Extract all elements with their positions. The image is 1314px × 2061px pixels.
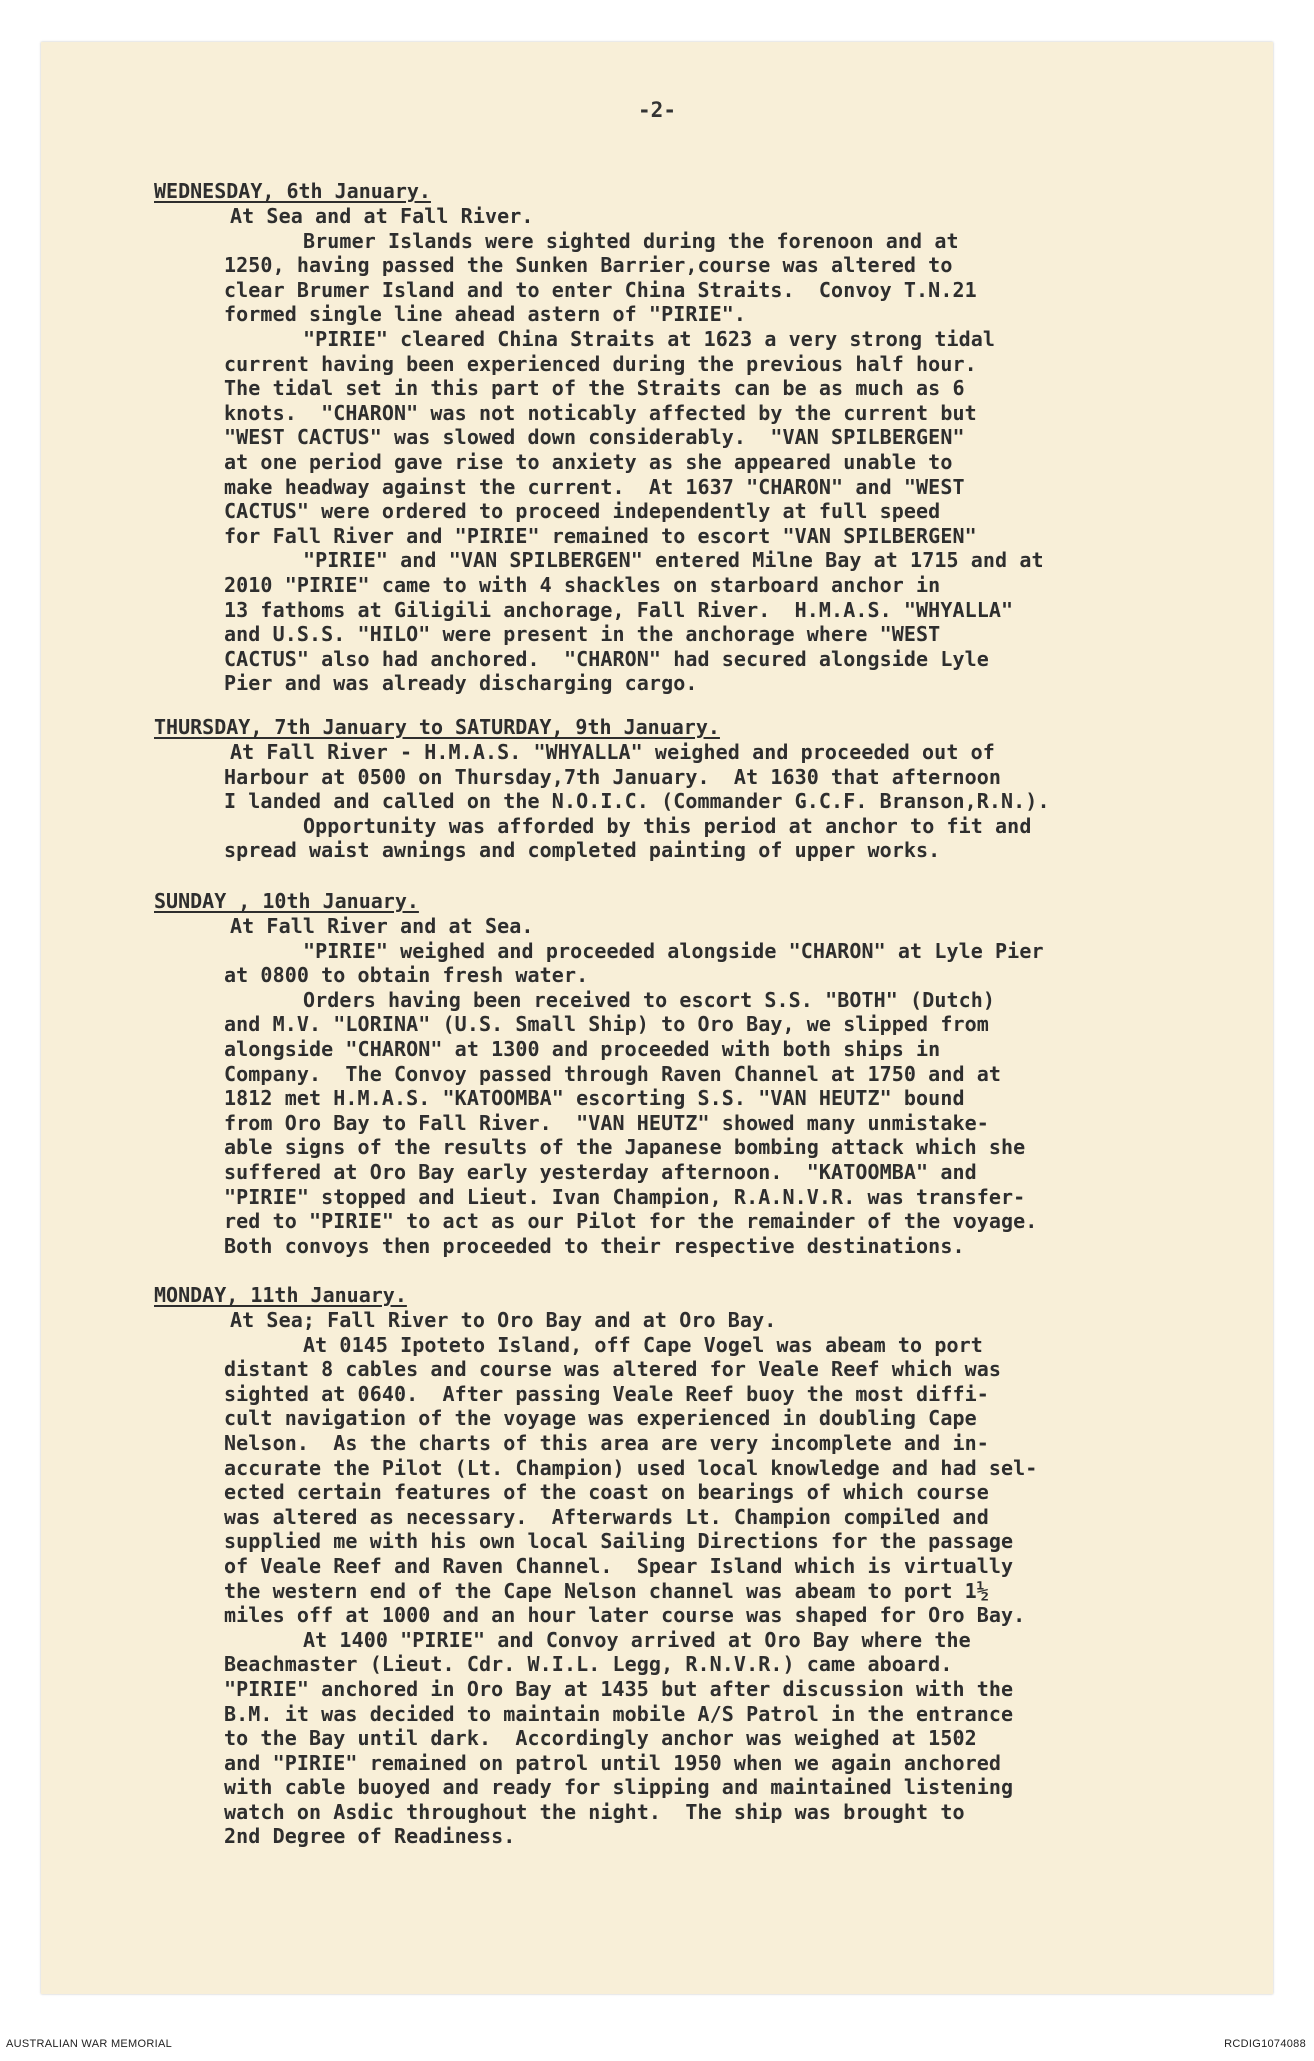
entry-text-line: current having been experienced during the previous half hour. bbox=[224, 351, 977, 376]
footer-record-id: RCDIG1074088 bbox=[1224, 2038, 1306, 2050]
entry-text-line: "PIRIE" stopped and Lieut. Ivan Champion, R.A.N.V.R. was transfer- bbox=[224, 1184, 1026, 1209]
entry-text-line: 1250, having passed the Sunken Barrier,course was altered to bbox=[224, 253, 953, 278]
entry-text-line: watch on Asdic throughout the night. The ship was brought to bbox=[224, 1799, 965, 1824]
entry-text-line: B.M. it was decided to maintain mobile A/S Patrol in the entrance bbox=[224, 1701, 1014, 1726]
entry-text-line: miles off at 1000 and an hour later course was shaped for Oro Bay. bbox=[224, 1603, 1026, 1628]
footer-archive-name: AUSTRALIAN WAR MEMORIAL bbox=[6, 2038, 173, 2050]
entry-text-line: At 0145 Ipoteto Island, off Cape Vogel was abeam to port bbox=[303, 1332, 983, 1357]
entry-text-line: from Oro Bay to Fall River. "VAN HEUTZ" showed many unmistake- bbox=[224, 1110, 989, 1135]
entry-text-line: Harbour at 0500 on Thursday,7th January. At 1630 that afternoon bbox=[224, 764, 1002, 789]
entry-text-line: distant 8 cables and course was altered for Veale Reef which was bbox=[224, 1357, 1002, 1382]
entry-text-line: formed single line ahead astern of "PIRIE". bbox=[224, 302, 747, 327]
log-entry-sunday bbox=[150, 888, 1260, 1258]
entry-location-line: At Sea; Fall River to Oro Bay and at Oro Bay. bbox=[230, 1308, 777, 1332]
entry-text-line: sighted at 0640. After passing Veale Reef buoy the most diffi- bbox=[224, 1381, 989, 1406]
entry-text-line: Brumer Islands were sighted during the forenoon and at bbox=[303, 228, 959, 253]
entry-text-line: Company. The Convoy passed through Raven Channel at 1750 and at bbox=[224, 1061, 1002, 1086]
entry-text-line: the western end of the Cape Nelson channel was abeam to port 1½ bbox=[224, 1578, 989, 1603]
page-number: -2- bbox=[638, 98, 676, 122]
entry-text-line: Both convoys then proceeded to their respective destinations. bbox=[224, 1233, 965, 1258]
entry-text-line: at 0800 to obtain fresh water. bbox=[224, 963, 589, 988]
entry-text-line: I landed and called on the N.O.I.C. (Commander G.C.F. Branson,R.N.). bbox=[224, 789, 1050, 814]
entry-text-line: Pier and was already discharging cargo. bbox=[224, 671, 698, 696]
entry-text-line: of Veale Reef and Raven Channel. Spear Island which is virtually bbox=[224, 1553, 1014, 1578]
entry-text-line: and U.S.S. "HILO" were present in the anchorage where "WEST bbox=[224, 622, 941, 647]
entry-text-line: alongside "CHARON" at 1300 and proceeded with both ships in bbox=[224, 1036, 941, 1061]
entry-text-line: and M.V. "LORINA" (U.S. Small Ship) to Oro Bay, we slipped from bbox=[224, 1012, 989, 1037]
entry-text-line: "PIRIE" and "VAN SPILBERGEN" entered Milne Bay at 1715 and at bbox=[303, 548, 1044, 573]
entry-heading: THURSDAY, 7th January to SATURDAY, 9th January. bbox=[154, 715, 720, 739]
entry-text-line: to the Bay until dark. Accordingly anchor was weighed at 1502 bbox=[224, 1726, 977, 1751]
entry-text-line: "PIRIE" cleared China Straits at 1623 a very strong tidal bbox=[303, 326, 996, 351]
entry-text-line: At 1400 "PIRIE" and Convoy arrived at Oro Bay where the bbox=[303, 1627, 971, 1652]
entry-text-line: Opportunity was afforded by this period at anchor to fit and bbox=[303, 813, 1032, 838]
log-entry-monday bbox=[150, 1282, 1260, 1849]
entry-text-line: knots. "CHARON" was not noticably affected by the current but bbox=[224, 400, 977, 425]
entry-location-line: At Fall River - H.M.A.S. "WHYALLA" weighed and proceeded out of bbox=[230, 740, 995, 764]
entry-text-line: 1812 met H.M.A.S. "KATOOMBA" escorting S.S. "VAN HEUTZ" bound bbox=[224, 1086, 965, 1111]
entry-text-line: clear Brumer Island and to enter China Straits. Convoy T.N.21 bbox=[224, 277, 977, 302]
entry-text-line: cult navigation of the voyage was experienced in doubling Cape bbox=[224, 1406, 977, 1431]
entry-text-line: spread waist awnings and completed painting of upper works. bbox=[224, 838, 941, 863]
entry-text-line: red to "PIRIE" to act as our Pilot for the remainder of the voyage. bbox=[224, 1209, 1038, 1234]
entry-text-line: "PIRIE" anchored in Oro Bay at 1435 but after discussion with the bbox=[224, 1676, 1014, 1701]
entry-text-line: The tidal set in this part of the Straits can be as much as 6 bbox=[224, 376, 965, 401]
entry-text-line: Nelson. As the charts of this area are very incomplete and in- bbox=[224, 1430, 989, 1455]
entry-text-line: 2010 "PIRIE" came to with 4 shackles on starboard anchor in bbox=[224, 572, 941, 597]
entry-text-line: at one period gave rise to anxiety as she appeared unable to bbox=[224, 449, 953, 474]
log-entry-thursday-saturday bbox=[150, 714, 1260, 863]
entry-text-line: "WEST CACTUS" was slowed down considerably. "VAN SPILBERGEN" bbox=[224, 425, 965, 450]
entry-text-line: with cable buoyed and ready for slipping and maintained listening bbox=[224, 1775, 1014, 1800]
entry-text-line: make headway against the current. At 1637 "CHARON" and "WEST bbox=[224, 474, 965, 499]
entry-text-line: 2nd Degree of Readiness. bbox=[224, 1824, 516, 1849]
entry-text-line: "PIRIE" weighed and proceeded alongside "CHARON" at Lyle Pier bbox=[303, 938, 1044, 963]
entry-text-line: and "PIRIE" remained on patrol until 1950 when we again anchored bbox=[224, 1750, 1002, 1775]
entry-location-line: At Sea and at Fall River. bbox=[230, 204, 534, 228]
entry-heading: SUNDAY , 10th January. bbox=[154, 889, 419, 913]
entry-text-line: Orders having been received to escort S.S. "BOTH" (Dutch) bbox=[303, 987, 996, 1012]
entry-heading: MONDAY, 11th January. bbox=[154, 1283, 407, 1307]
entry-text-line: for Fall River and "PIRIE" remained to escort "VAN SPILBERGEN" bbox=[224, 523, 977, 548]
entry-text-line: accurate the Pilot (Lt. Champion) used local knowledge and had sel- bbox=[224, 1455, 1038, 1480]
entry-text-line: was altered as necessary. Afterwards Lt. Champion compiled and bbox=[224, 1504, 989, 1529]
entry-text-line: supplied me with his own local Sailing Directions for the passage bbox=[224, 1529, 1014, 1554]
entry-text-line: CACTUS" were ordered to proceed independently at full speed bbox=[224, 499, 941, 524]
entry-text-line: CACTUS" also had anchored. "CHARON" had secured alongside Lyle bbox=[224, 646, 989, 671]
entry-text-line: able signs of the results of the Japanese bombing attack which she bbox=[224, 1135, 1026, 1160]
entry-text-line: Beachmaster (Lieut. Cdr. W.I.L. Legg, R.N.V.R.) came aboard. bbox=[224, 1652, 953, 1677]
entry-text-line: suffered at Oro Bay early yesterday afternoon. "KATOOMBA" and bbox=[224, 1159, 977, 1184]
log-entry-wednesday bbox=[150, 178, 1260, 696]
entry-text-line: 13 fathoms at Giligili anchorage, Fall River. H.M.A.S. "WHYALLA" bbox=[224, 597, 1014, 622]
entry-location-line: At Fall River and at Sea. bbox=[230, 914, 534, 938]
entry-heading: WEDNESDAY, 6th January. bbox=[154, 179, 431, 203]
entry-text-line: ected certain features of the coast on bearings of which course bbox=[224, 1480, 989, 1505]
